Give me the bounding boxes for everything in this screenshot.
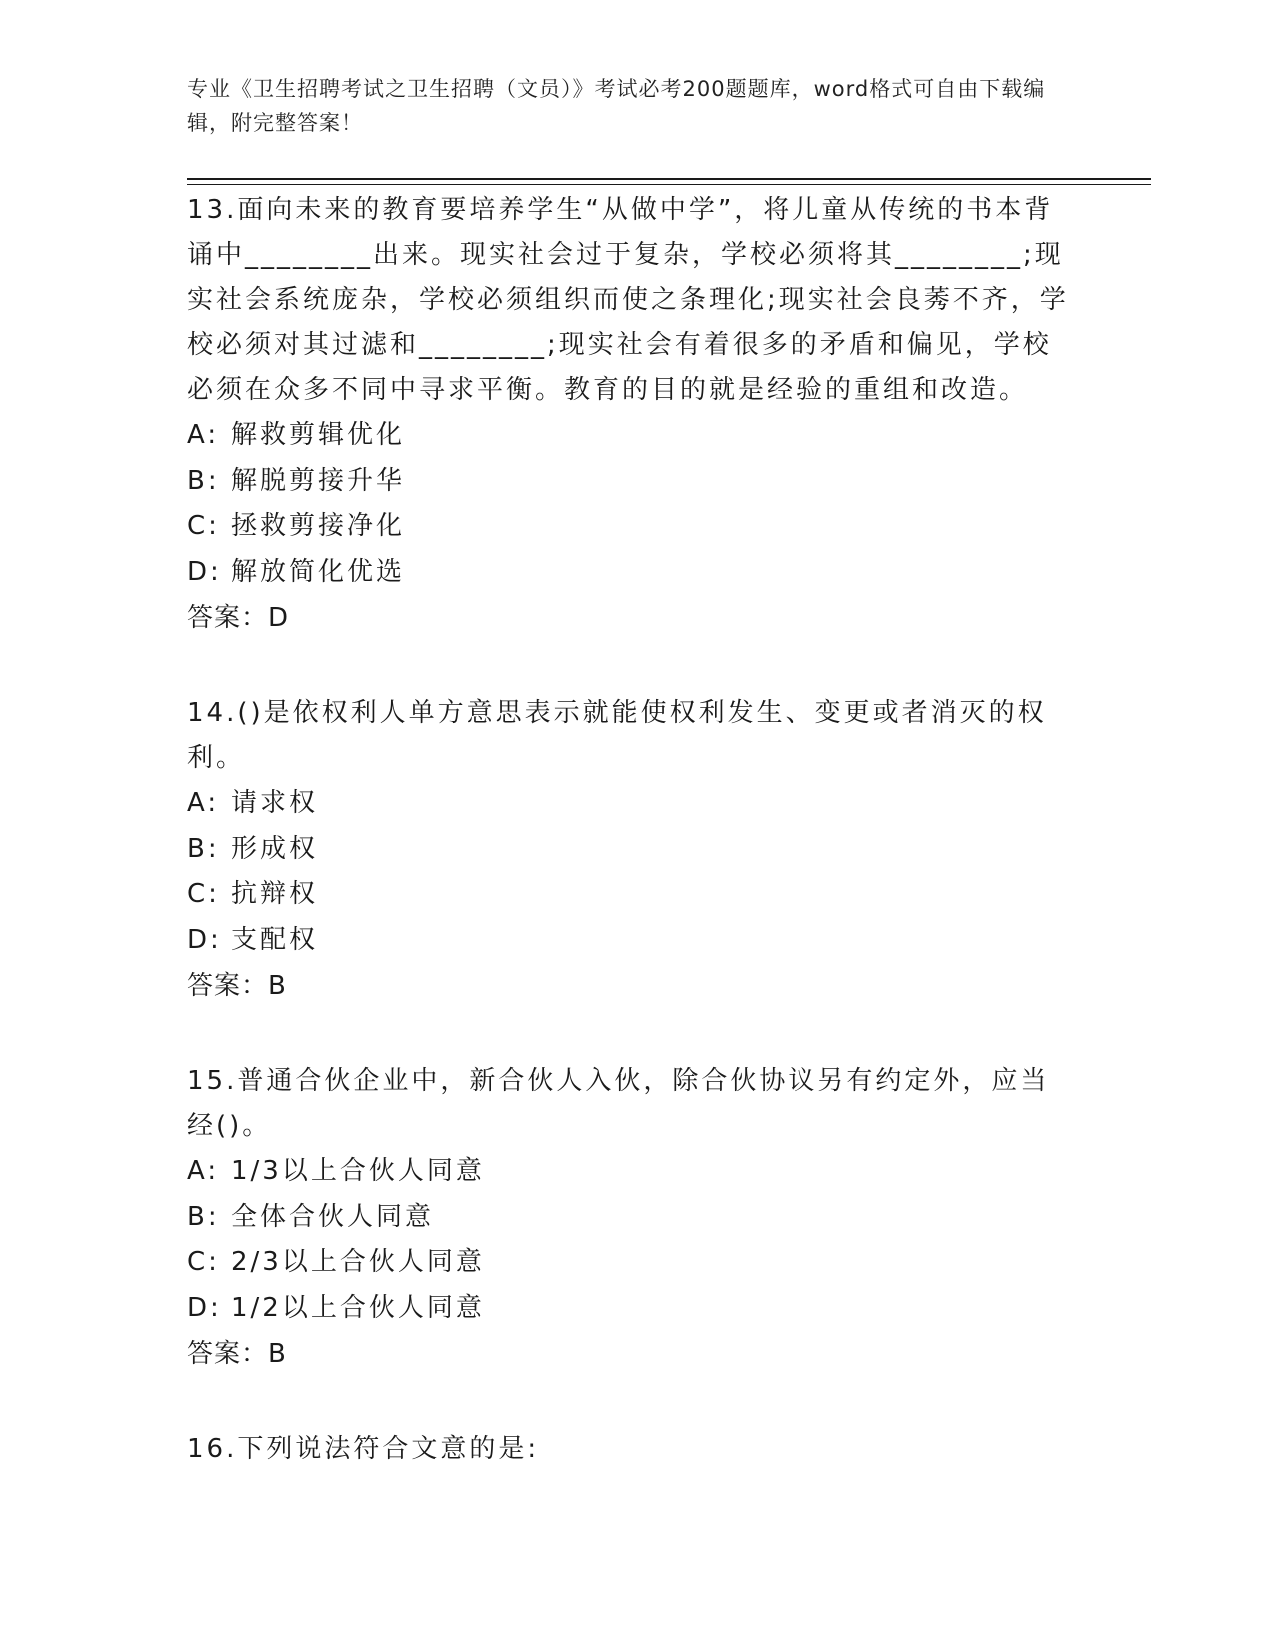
option-letter: C: <box>187 1247 220 1277</box>
option-letter: A: <box>187 420 220 450</box>
header-divider-thin <box>187 184 1151 185</box>
option-b <box>187 1195 1077 1241</box>
question-list <box>187 188 1077 1472</box>
answer-line: 答案：B <box>187 971 287 1001</box>
option-letter: B: <box>187 465 220 496</box>
option-text: 解救剪辑优化 <box>231 420 406 450</box>
option-letter: D: <box>187 924 222 955</box>
question-text: 14.()是依权利人单方意思表示就能使权利发生、变更或者消灭的权利。 <box>187 698 1047 773</box>
option-letter: B: <box>187 1201 220 1232</box>
option-d <box>187 550 1077 596</box>
option-b <box>187 459 1077 505</box>
question-text: 13.面向未来的教育要培养学生“从做中学”，将儿童从传统的书本背诵中________出来。现实社会过于复杂，学校必须将其________;现实社会系统庞杂，学校必须组织而使之条理化;现实社会良莠不齐，学校必须对其过滤和________;现实社会有着很多的矛盾和偏见，学校必须在众多不同中寻求平衡。教育的目的就是经验的重组和改造。 <box>187 195 1069 405</box>
option-text: 拯救剪接净化 <box>231 511 406 541</box>
question-text: 15.普通合伙企业中，新合伙人入伙，除合伙协议另有约定外，应当经()。 <box>187 1066 1050 1141</box>
option-c <box>187 504 1077 550</box>
option-a <box>187 1149 1077 1195</box>
question-13 <box>187 188 1077 641</box>
option-c <box>187 1240 1077 1286</box>
option-text: 1/3以上合伙人同意 <box>231 1156 485 1186</box>
option-b <box>187 827 1077 873</box>
option-a <box>187 413 1077 459</box>
option-text: 2/3以上合伙人同意 <box>231 1247 485 1277</box>
option-letter: A: <box>187 788 220 818</box>
question-text: 16.下列说法符合文意的是: <box>187 1434 540 1464</box>
option-text: 解脱剪接升华 <box>231 465 406 496</box>
answer-line: 答案：B <box>187 1339 287 1369</box>
option-text: 抗辩权 <box>231 879 319 909</box>
question-16 <box>187 1427 1077 1472</box>
option-text: 全体合伙人同意 <box>231 1201 435 1232</box>
option-letter: B: <box>187 833 220 864</box>
option-text: 请求权 <box>231 788 319 818</box>
option-letter: C: <box>187 511 220 541</box>
question-14 <box>187 691 1077 1009</box>
option-letter: D: <box>187 1292 222 1323</box>
document-header: 专业《卫生招聘考试之卫生招聘（文员）》考试必考200题题库，word格式可自由下载编辑，附完整答案！ <box>187 77 1046 135</box>
option-c <box>187 872 1077 918</box>
option-d <box>187 918 1077 964</box>
option-letter: C: <box>187 879 220 909</box>
option-a <box>187 781 1077 827</box>
option-text: 解放简化优选 <box>231 556 406 587</box>
option-d <box>187 1286 1077 1332</box>
option-text: 支配权 <box>231 924 319 955</box>
header-divider-thick <box>187 178 1151 180</box>
option-letter: A: <box>187 1156 220 1186</box>
option-text: 形成权 <box>231 833 319 864</box>
answer-line: 答案：D <box>187 603 290 633</box>
option-letter: D: <box>187 556 222 587</box>
option-text: 1/2以上合伙人同意 <box>231 1292 485 1323</box>
question-15 <box>187 1059 1077 1377</box>
